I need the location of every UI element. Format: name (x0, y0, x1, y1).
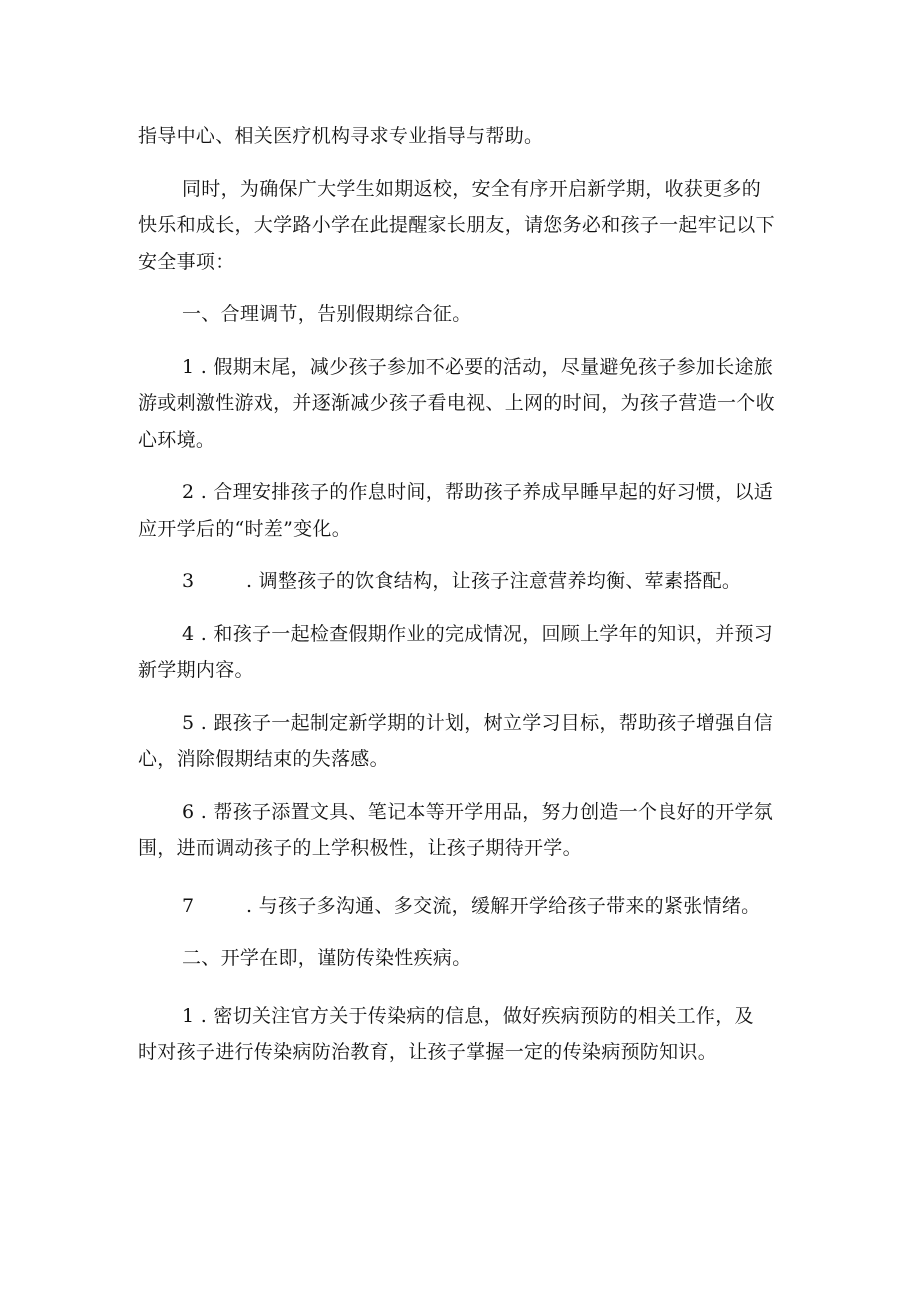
list-item-4 (138, 616, 782, 689)
line: 新学期内容。 (138, 659, 254, 681)
line: 4 . 和孩子一起检查假期作业的完成情况，回顾上学年的知识，并预习 (182, 622, 774, 645)
line: 时对孩子进行传染病防治教育，让孩子掌握一定的传染病预防知识。 (138, 1041, 718, 1063)
line: 快乐和成长，大学路小学在此提醒家长朋友，请您务必和孩子一起牢记以下 (138, 214, 775, 236)
line: 应开学后的“时差”变化。 (138, 517, 352, 540)
line: 二、开学在即，谨防传染性疾病。 (182, 947, 472, 969)
line: 围，进而调动孩子的上学积极性，让孩子期待开学。 (138, 837, 582, 859)
section-heading-2 (138, 940, 782, 977)
paragraph-continuation (138, 118, 782, 155)
line: 安全事项： (138, 250, 235, 273)
line: 心环境。 (138, 428, 216, 451)
list-item-3 (138, 563, 782, 600)
line: 1 . 密切关注官方关于传染病的信息，做好疾病预防的相关工作，及 (182, 1004, 754, 1027)
line: 5 . 跟孩子一起制定新学期的计划，树立学习目标，帮助孩子增强自信 (182, 711, 774, 734)
line: 2 . 合理安排孩子的作息时间，帮助孩子养成早睡早起的好习惯，以适 (182, 481, 774, 503)
section-heading-1 (138, 296, 782, 333)
list-item-7 (138, 888, 782, 925)
line: . 调整孩子的饮食结构，让孩子注意营养均衡、荤素搭配。 (246, 570, 742, 592)
line: 一、合理调节，告别假期综合征。 (182, 303, 472, 325)
line: 1 . 假期末尾，减少孩子参加不必要的活动，尽量避免孩子参加长途旅 (182, 355, 774, 378)
document-body (138, 118, 782, 1071)
list-item-5 (138, 705, 782, 778)
list-number: 7 (182, 894, 195, 917)
line: 同时，为确保广大学生如期返校，安全有序开启新学期，收获更多的 (182, 177, 762, 200)
list-item-8 (138, 998, 782, 1071)
line: 游或刺激性游戏，并逐渐减少孩子看电视、上网的时间，为孩子营造一个收 (138, 392, 775, 414)
line: 心，消除假期结束的失落感。 (138, 748, 389, 770)
list-item-6 (138, 794, 782, 867)
line: 指导中心、相关医疗机构寻求专业指导与帮助。 (138, 125, 544, 147)
paragraph-intro (138, 171, 782, 281)
list-number: 3 (182, 570, 195, 592)
list-item-2 (138, 474, 782, 547)
list-item-1 (138, 349, 782, 459)
line: 6 . 帮孩子添置文具、笔记本等开学用品，努力创造一个良好的开学氛 (182, 800, 774, 823)
line: . 与孩子多沟通、多交流，缓解开学给孩子带来的紧张情绪。 (246, 894, 761, 917)
